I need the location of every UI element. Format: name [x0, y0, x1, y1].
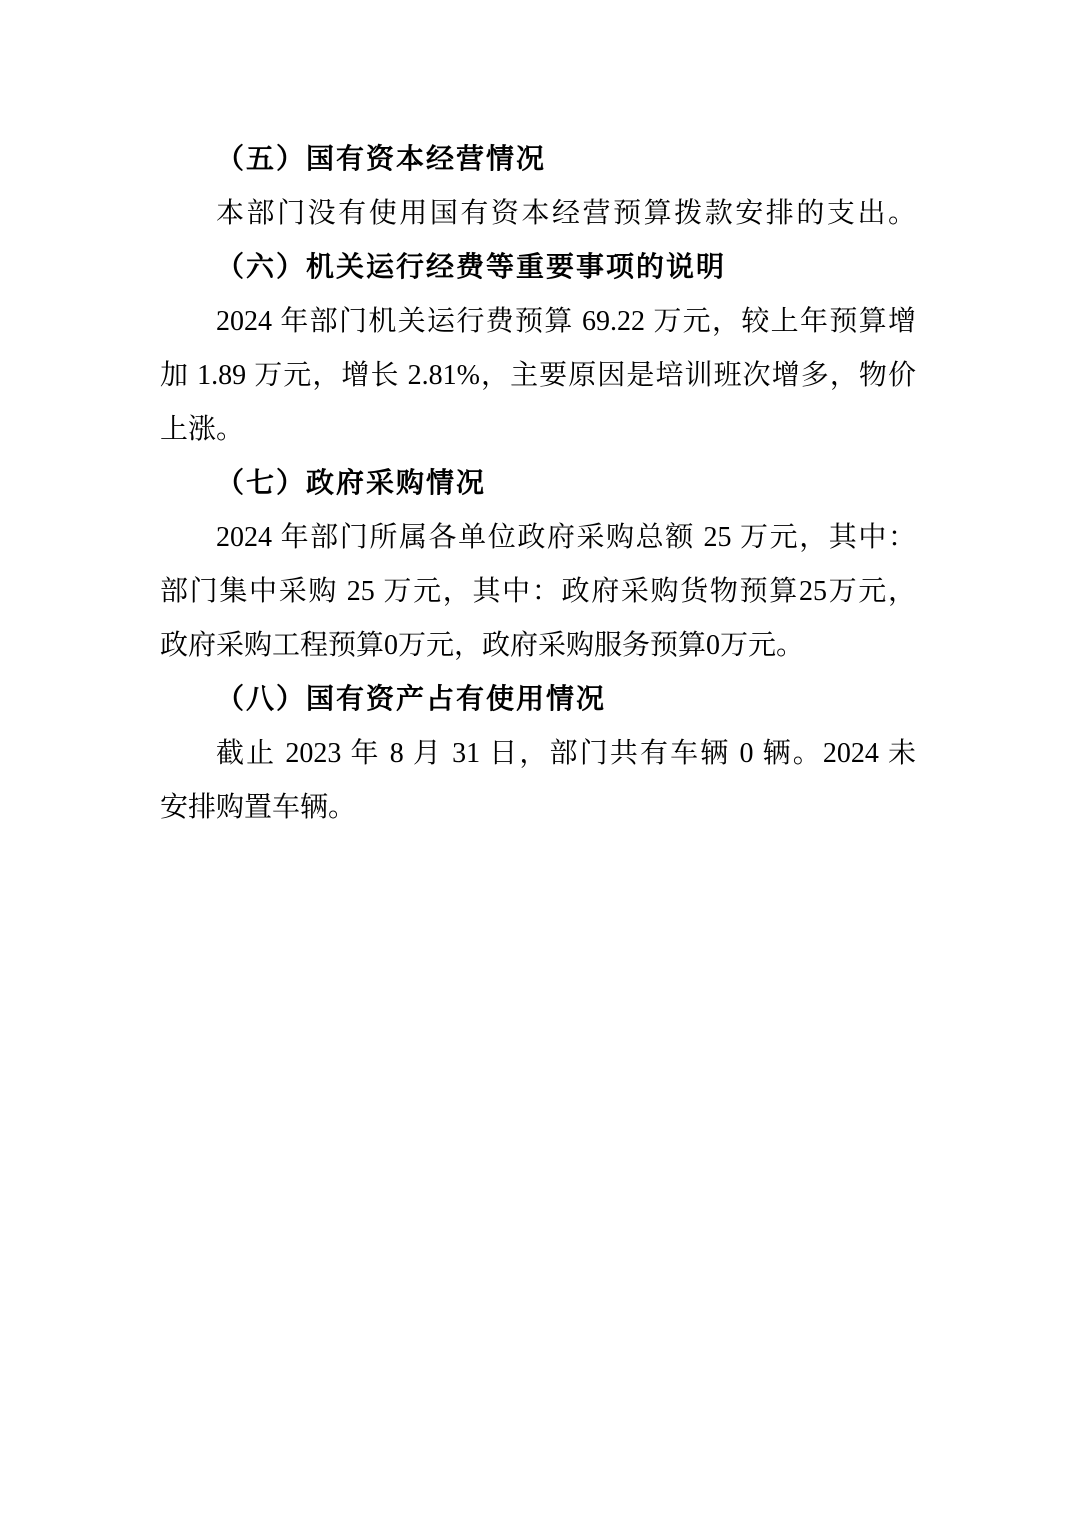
section-7-heading: （七）政府采购情况 — [216, 468, 487, 499]
section-6-paragraph-line-2: 加 1.89 万元，增长 2.81%，主要原因是培训班次增多，物价 — [160, 360, 916, 391]
document-content — [160, 133, 916, 835]
section-6-heading: （六）机关运行经费等重要事项的说明 — [216, 252, 727, 283]
section-5-heading: （五）国有资本经营情况 — [216, 144, 547, 175]
section-6-paragraph-line-1: 2024 年部门机关运行费预算 69.22 万元，较上年预算增 — [216, 306, 916, 337]
section-5-paragraph-line-1: 本部门没有使用国有资本经营预算拨款安排的支出。 — [216, 198, 916, 229]
section-7-paragraph-line-1: 2024 年部门所属各单位政府采购总额 25 万元，其中： — [216, 522, 916, 553]
section-8-heading: （八）国有资产占有使用情况 — [216, 684, 607, 715]
section-8-paragraph-line-1: 截止 2023 年 8 月 31 日，部门共有车辆 0 辆。2024 未 — [216, 738, 916, 769]
section-8-paragraph-line-2: 安排购置车辆。 — [160, 792, 357, 823]
section-7-paragraph-line-3: 政府采购工程预算0万元，政府采购服务预算0万元。 — [160, 630, 805, 661]
section-6-paragraph-line-3: 上涨。 — [160, 414, 245, 445]
section-7-paragraph-line-2: 部门集中采购 25 万元，其中：政府采购货物预算25万元， — [160, 576, 916, 607]
